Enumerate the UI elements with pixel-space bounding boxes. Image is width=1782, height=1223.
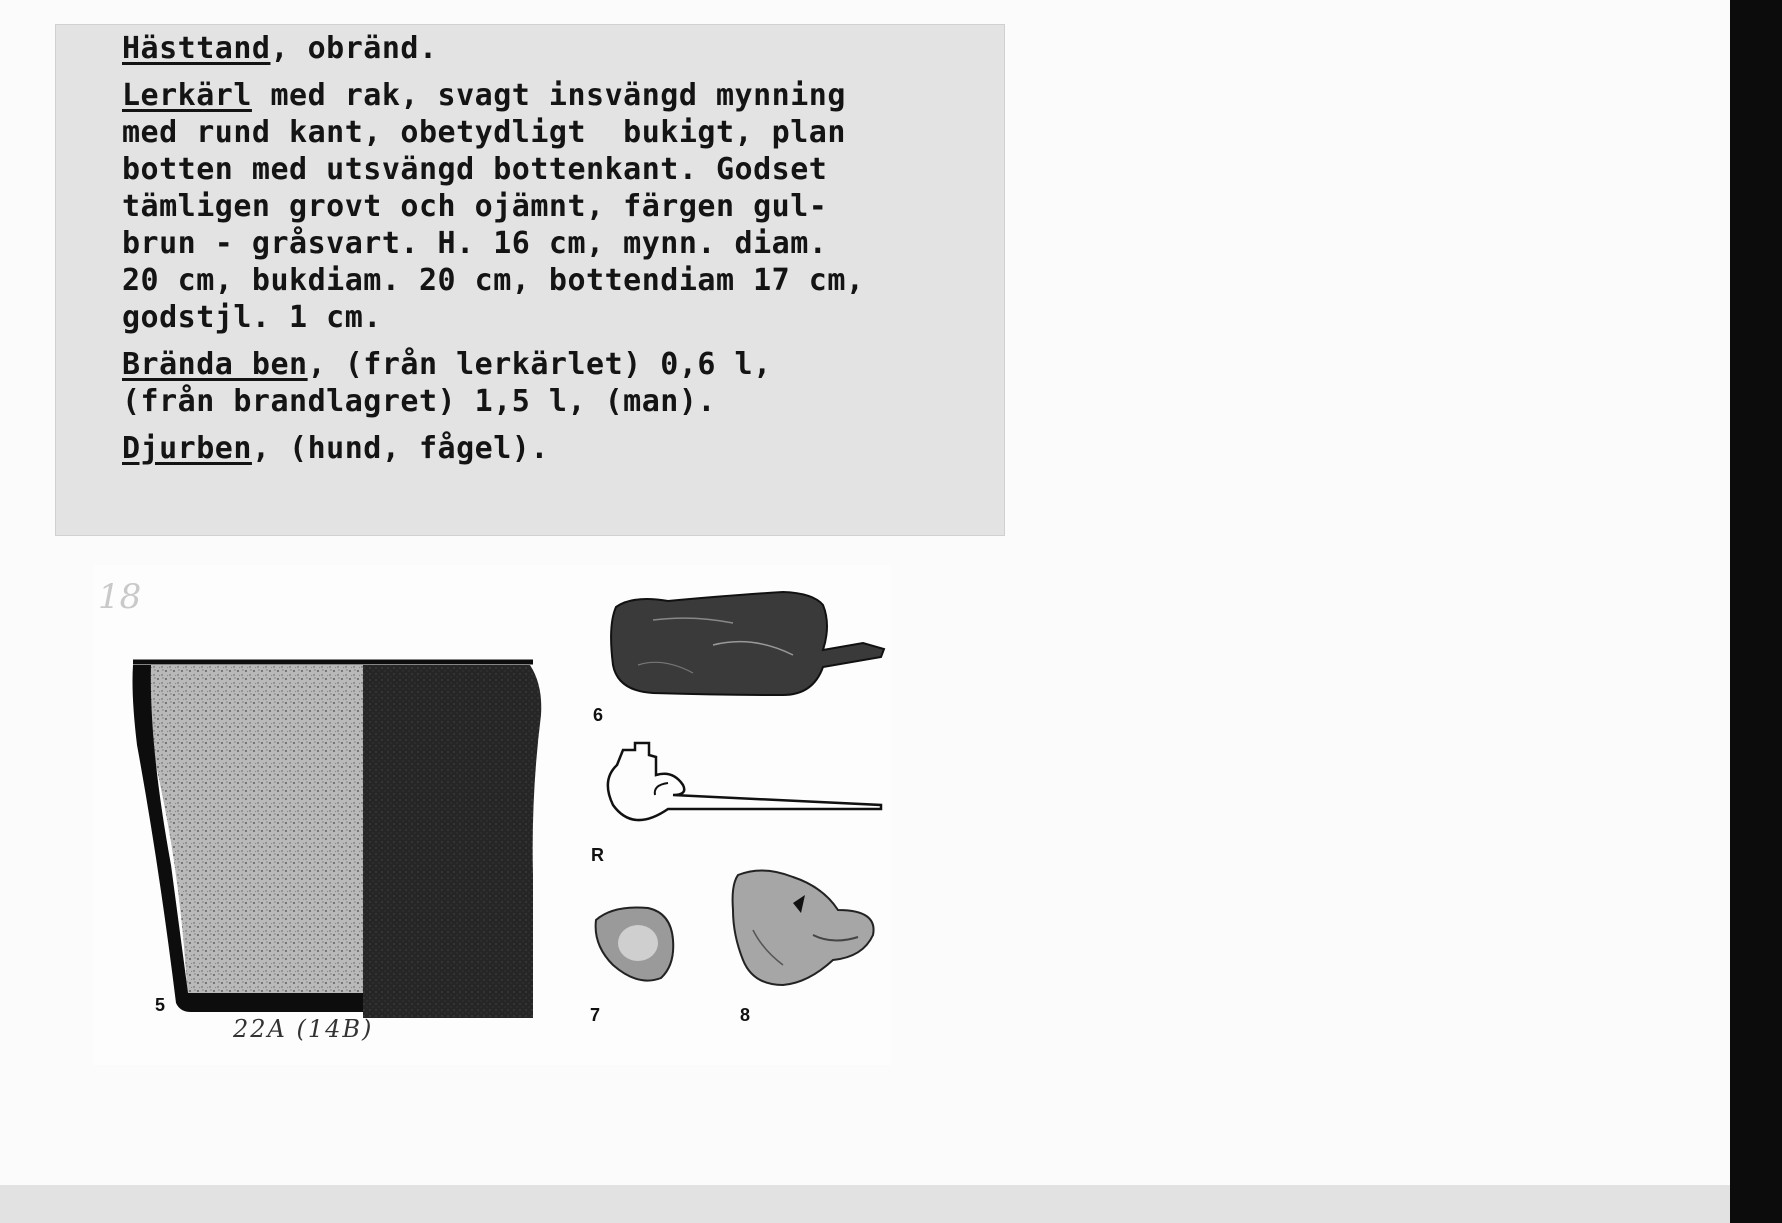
vessel-drawing xyxy=(133,662,542,1018)
entry-body: med rak, svagt insvängd mynning med rund kant, obetydligt bukigt, plan botten med utsvängd bottenkant. Godset tämligen grovt och ojämnt, färgen gul- brun - gråsvart. H. 16 cm, mynn. diam. 20 cm, bukdiam. 20 cm, bottendiam 17 cm, godstjl. 1 cm. xyxy=(122,78,865,335)
entry-term: Brända ben xyxy=(122,347,308,382)
handwritten-catalog-number: 22A (14B) xyxy=(233,1015,374,1043)
entry-hasttand xyxy=(122,30,1002,67)
object-drawing-7 xyxy=(596,908,674,981)
entry-lerkarl xyxy=(122,77,1002,336)
scan-edge-bottom xyxy=(0,1185,1730,1223)
entry-term: Djurben xyxy=(122,431,252,466)
pencil-note: 18 xyxy=(98,577,142,617)
figure-label-6: 6 xyxy=(593,705,604,725)
entry-term: Lerkärl xyxy=(122,78,252,113)
figure-label-7: 7 xyxy=(590,1005,601,1025)
entry-body: , obränd. xyxy=(270,31,438,66)
entry-djurben xyxy=(122,430,1002,467)
figure-label-8: 8 xyxy=(740,1005,751,1025)
illustration-plate xyxy=(93,565,891,1065)
entry-term: Hästtand xyxy=(122,31,271,66)
typed-text xyxy=(122,30,1002,477)
object-drawing-6 xyxy=(611,592,884,695)
figure-label-5: 5 xyxy=(155,995,166,1015)
figure-label-r: R xyxy=(591,845,604,865)
object-drawing-r xyxy=(608,743,881,820)
entry-branda-ben xyxy=(122,346,1002,420)
illustration-drawings xyxy=(93,565,891,1065)
object-drawing-8 xyxy=(733,870,874,985)
entry-body: , (från lerkärlet) 0,6 l, (från brandlagret) 1,5 l, (man). xyxy=(122,347,772,419)
scan-edge-dark xyxy=(1730,0,1782,1223)
entry-body: , (hund, fågel). xyxy=(251,431,549,466)
